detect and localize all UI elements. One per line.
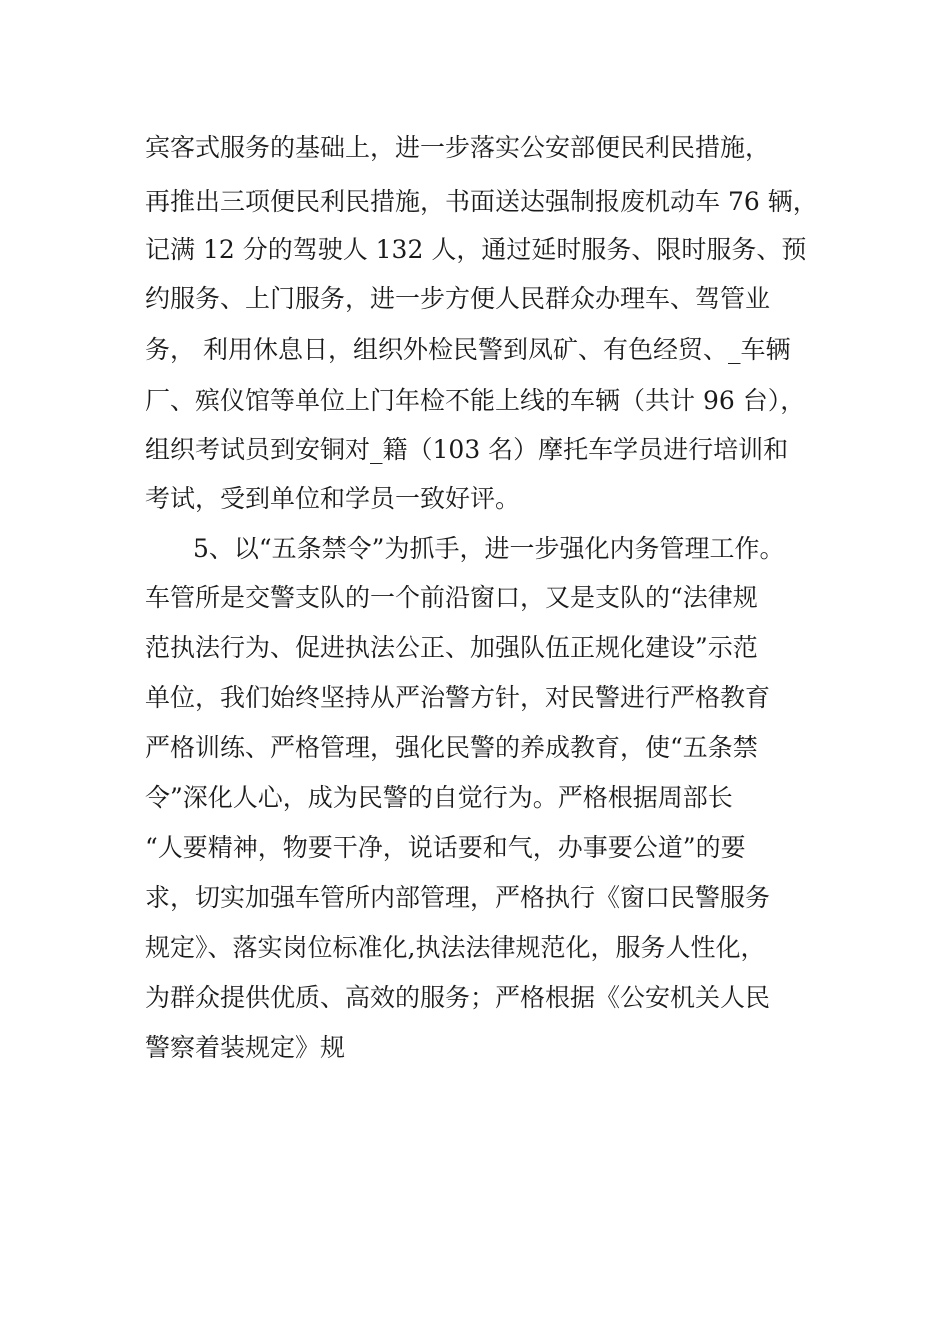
text-line: 5、以“五条禁令”为抓手，进一步强化内务管理工作。	[193, 534, 785, 563]
text-line: 车管所是交警支队的一个前沿窗口，又是支队的“法律规	[145, 583, 758, 612]
text-line: 规定》、落实岗位标准化,执法法律规范化，服务人性化，	[145, 933, 766, 962]
text-line: 务， 利用休息日，组织外检民警到凤矿、有色经贸、_车辆	[145, 335, 791, 364]
text-line: 单位，我们始终坚持从严治警方针，对民警进行严格教育	[145, 683, 771, 712]
text-line: 警察着装规定》规	[145, 1033, 346, 1062]
text-line: 宾客式服务的基础上，进一步落实公安部便民利民措施，	[145, 133, 771, 162]
text-line: 考试，受到单位和学员一致好评。	[145, 484, 521, 513]
text-line: 范执法行为、促进执法公正、加强队伍正规化建设”示范	[145, 633, 758, 662]
text-line: 再推出三项便民利民措施，书面送达强制报废机动车 76 辆，	[145, 187, 818, 216]
text-line: 严格训练、严格管理，强化民警的养成教育，使“五条禁	[145, 733, 758, 762]
text-line: “人要精神，物要干净，说话要和气，办事要公道”的要	[145, 833, 746, 862]
text-line: 求，切实加强车管所内部管理，严格执行《窗口民警服务	[145, 883, 771, 912]
text-line: 令”深化人心，成为民警的自觉行为。严格根据周部长	[145, 783, 733, 812]
text-line: 约服务、上门服务，进一步方便人民群众办理车、驾管业	[145, 284, 771, 313]
text-line: 组织考试员到安铜对_籍（103 名）摩托车学员进行培训和	[145, 435, 789, 464]
text-line: 厂、殡仪馆等单位上门年检不能上线的车辆（共计 96 台），	[145, 386, 806, 415]
text-line: 为群众提供优质、高效的服务；严格根据《公安机关人民	[145, 983, 771, 1012]
text-line: 记满 12 分的驾驶人 132 人，通过延时服务、限时服务、预	[145, 235, 807, 264]
